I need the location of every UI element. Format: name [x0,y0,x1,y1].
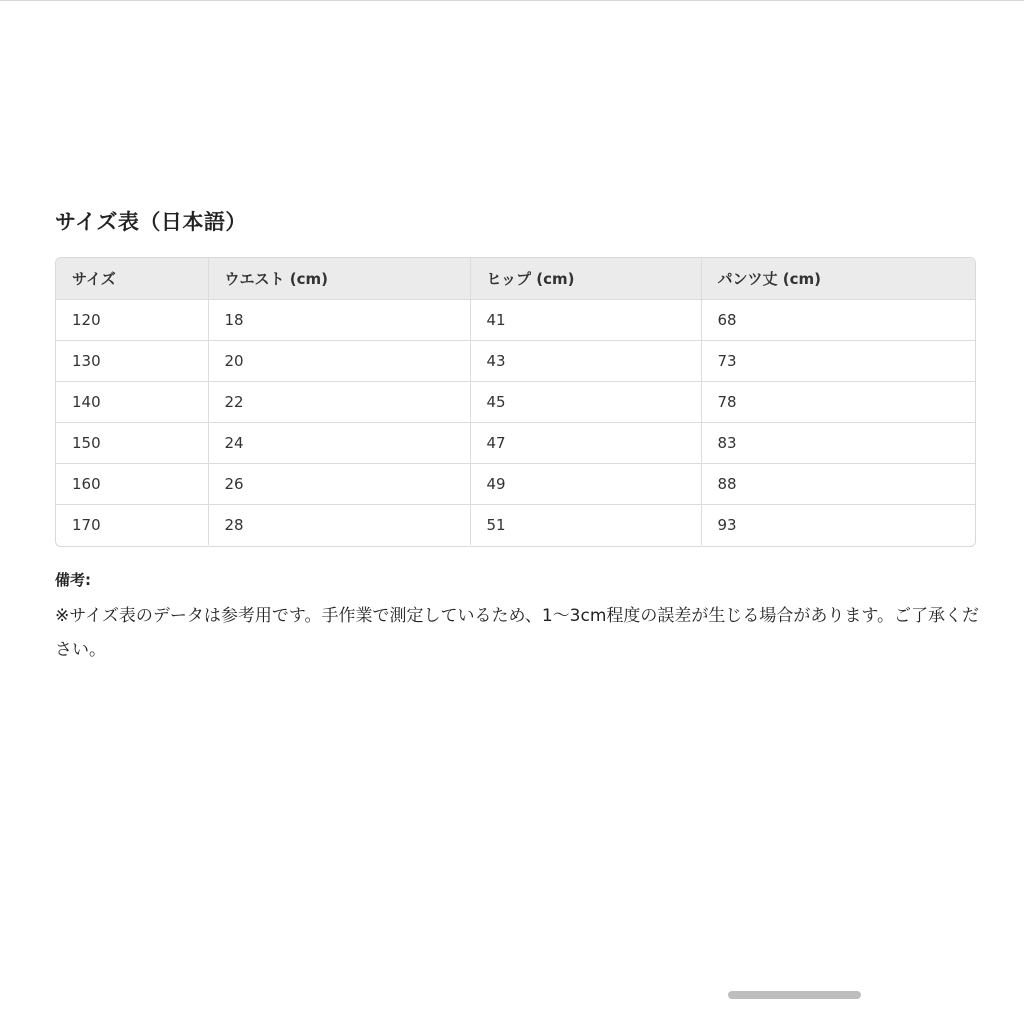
home-indicator[interactable] [728,991,861,999]
cell-hip: 45 [470,381,701,422]
cell-pants-length: 93 [717,515,737,534]
table-row [56,381,975,422]
cell-pants-length: 68 [701,299,975,340]
cell-size: 150 [56,422,208,463]
cell-waist: 22 [208,381,470,422]
table-header-row [56,258,975,299]
cell-hip: 49 [470,463,701,504]
size-table [56,258,975,545]
header-hip: ヒップ (cm) [470,258,701,299]
page-title: サイズ表（日本語） [55,210,247,234]
header-size: サイズ [56,258,208,299]
cell-waist: 18 [208,299,470,340]
cell-pants-length: 83 [701,422,975,463]
cell-size: 120 [56,299,208,340]
cell-waist: 20 [208,340,470,381]
notes-label: 備考: [55,571,91,589]
header-pants-length: パンツ丈 (cm) [701,258,975,299]
cell-pants-length: 73 [701,340,975,381]
cell-size: 160 [56,463,208,504]
cell-hip: 43 [470,340,701,381]
cell-hip: 51 [470,504,701,545]
table-row [56,422,975,463]
table-row [56,463,975,504]
cell-pants-length: 78 [701,381,975,422]
cell-waist: 26 [208,463,470,504]
cell-pants-length: 88 [701,463,975,504]
cell-waist: 28 [208,504,470,545]
table-row [56,504,975,545]
table-row [56,299,975,340]
header-waist: ウエスト (cm) [208,258,470,299]
cell-hip: 47 [470,422,701,463]
cell-size: 170 [56,504,208,545]
cell-hip: 41 [470,299,701,340]
cell-size: 130 [56,340,208,381]
cell-size: 140 [56,381,208,422]
size-table-container [55,257,976,547]
cell-waist: 24 [208,422,470,463]
notes-text: ※サイズ表のデータは参考用です。手作業で測定しているため、1〜3cm程度の誤差が生じる場合があります。ご了承ください。 [55,606,980,660]
table-row [56,340,975,381]
